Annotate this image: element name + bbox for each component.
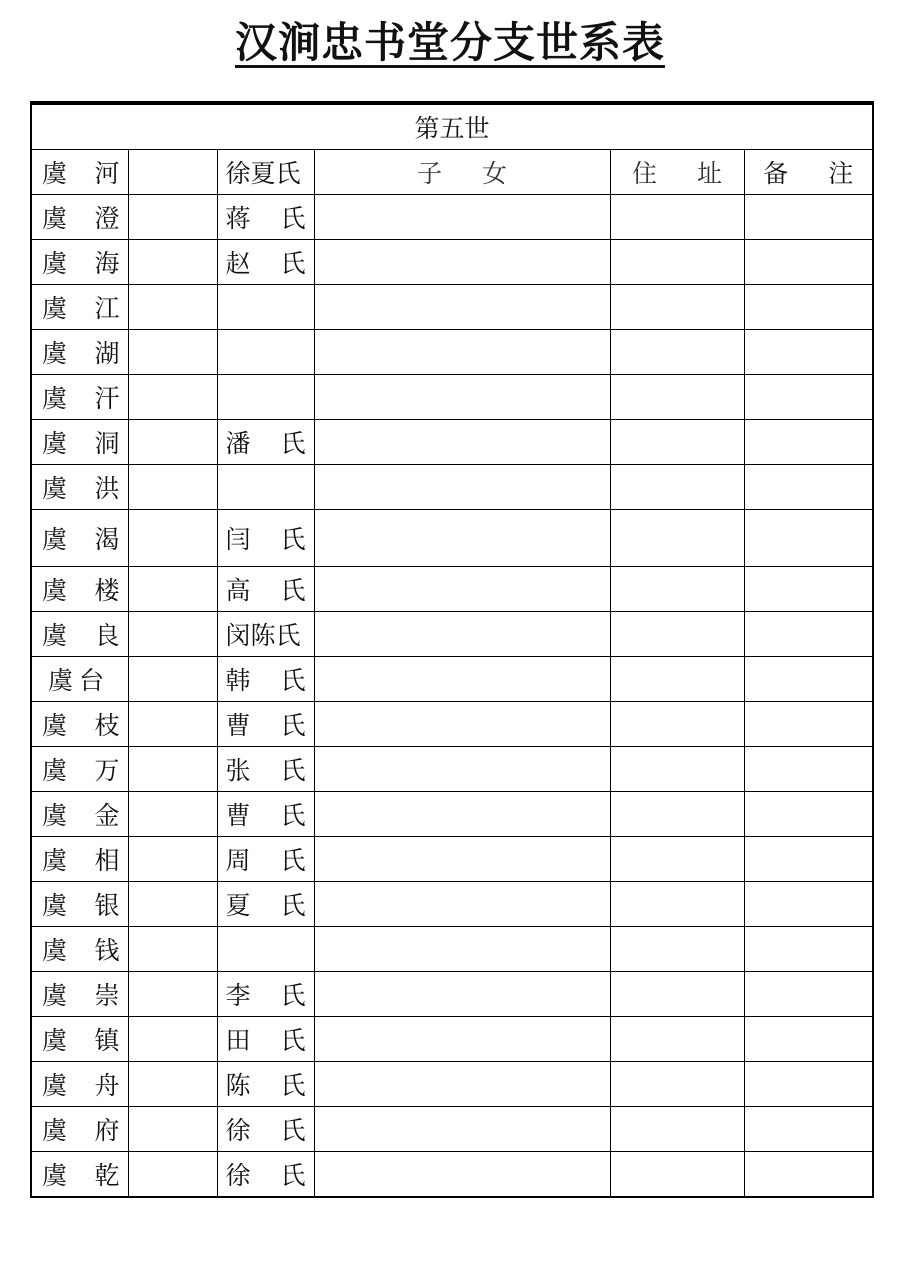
member-surname: 虞 bbox=[42, 525, 68, 554]
address-cell bbox=[610, 1017, 744, 1062]
member-name-cell bbox=[31, 1017, 128, 1062]
blank-cell bbox=[128, 1017, 217, 1062]
spouse-cell bbox=[217, 150, 314, 195]
spouse-cell bbox=[217, 330, 314, 375]
member-given-name: 河 bbox=[94, 159, 120, 188]
address-cell bbox=[610, 702, 744, 747]
member-given-name: 汗 bbox=[94, 384, 120, 413]
member-surname: 虞 bbox=[42, 429, 68, 458]
blank-cell bbox=[128, 375, 217, 420]
spouse-suffix: 氏 bbox=[280, 756, 306, 785]
blank-cell bbox=[128, 1062, 217, 1107]
spouse-surname: 李 bbox=[225, 981, 251, 1010]
table-row bbox=[31, 1017, 873, 1062]
address-cell bbox=[610, 972, 744, 1017]
spouse-suffix: 氏 bbox=[280, 666, 306, 695]
genealogy-table bbox=[30, 101, 874, 1198]
spouse-surname: 闫 bbox=[225, 525, 251, 554]
children-cell bbox=[314, 1107, 610, 1152]
table-row bbox=[31, 612, 873, 657]
blank-cell bbox=[128, 612, 217, 657]
member-given-name: 洞 bbox=[94, 429, 120, 458]
notes-cell bbox=[744, 792, 873, 837]
spouse-surname: 夏 bbox=[225, 891, 251, 920]
children-cell bbox=[314, 837, 610, 882]
member-given-name: 金 bbox=[94, 801, 120, 830]
member-surname: 虞 bbox=[42, 474, 68, 503]
member-name-cell bbox=[31, 927, 128, 972]
spouse-cell bbox=[217, 510, 314, 567]
spouse-suffix: 氏 bbox=[280, 981, 306, 1010]
spouse-suffix: 氏 bbox=[280, 1116, 306, 1145]
member-given-name: 楼 bbox=[94, 576, 120, 605]
member-name-cell bbox=[31, 1062, 128, 1107]
blank-cell bbox=[128, 1107, 217, 1152]
blank-cell bbox=[128, 330, 217, 375]
spouse-name: 闵陈氏 bbox=[225, 621, 301, 650]
children-cell bbox=[314, 420, 610, 465]
spouse-cell bbox=[217, 702, 314, 747]
address-cell bbox=[610, 285, 744, 330]
spouse-suffix: 氏 bbox=[280, 525, 306, 554]
spouse-surname: 潘 bbox=[225, 429, 251, 458]
children-cell bbox=[314, 927, 610, 972]
member-surname: 虞 bbox=[42, 1026, 68, 1055]
children-cell bbox=[314, 792, 610, 837]
header-address: 住 址 bbox=[610, 150, 744, 195]
blank-cell bbox=[128, 465, 217, 510]
table-row bbox=[31, 792, 873, 837]
address-cell bbox=[610, 837, 744, 882]
notes-cell bbox=[744, 882, 873, 927]
member-given-name: 湖 bbox=[94, 339, 120, 368]
children-cell bbox=[314, 285, 610, 330]
table-row bbox=[31, 567, 873, 612]
spouse-cell bbox=[217, 747, 314, 792]
member-surname: 虞 bbox=[42, 159, 68, 188]
spouse-suffix: 氏 bbox=[280, 846, 306, 875]
spouse-cell bbox=[217, 240, 314, 285]
table-row bbox=[31, 837, 873, 882]
blank-cell bbox=[128, 882, 217, 927]
blank-cell bbox=[128, 657, 217, 702]
spouse-surname: 韩 bbox=[225, 666, 251, 695]
blank-cell bbox=[128, 150, 217, 195]
notes-cell bbox=[744, 240, 873, 285]
member-name-cell bbox=[31, 1107, 128, 1152]
blank-cell bbox=[128, 420, 217, 465]
table-row bbox=[31, 375, 873, 420]
member-surname: 虞 bbox=[42, 801, 68, 830]
address-cell bbox=[610, 420, 744, 465]
member-given-name: 银 bbox=[94, 891, 120, 920]
children-cell bbox=[314, 1062, 610, 1107]
spouse-surname: 周 bbox=[225, 846, 251, 875]
member-surname: 虞 bbox=[42, 621, 68, 650]
children-cell bbox=[314, 882, 610, 927]
children-cell bbox=[314, 195, 610, 240]
member-given-name: 澄 bbox=[94, 204, 120, 233]
spouse-cell bbox=[217, 420, 314, 465]
table-row bbox=[31, 657, 873, 702]
address-cell bbox=[610, 195, 744, 240]
blank-cell bbox=[128, 972, 217, 1017]
blank-cell bbox=[128, 747, 217, 792]
notes-cell bbox=[744, 195, 873, 240]
notes-cell bbox=[744, 837, 873, 882]
notes-cell bbox=[744, 972, 873, 1017]
spouse-cell bbox=[217, 792, 314, 837]
table-row bbox=[31, 465, 873, 510]
spouse-suffix: 氏 bbox=[280, 249, 306, 278]
spouse-surname: 张 bbox=[225, 756, 251, 785]
notes-cell bbox=[744, 1152, 873, 1198]
spouse-cell bbox=[217, 657, 314, 702]
address-cell bbox=[610, 567, 744, 612]
member-name-cell bbox=[31, 702, 128, 747]
member-surname: 虞 bbox=[48, 666, 74, 695]
member-given-name: 海 bbox=[94, 249, 120, 278]
member-name-cell bbox=[31, 1152, 128, 1198]
table-row bbox=[31, 510, 873, 567]
notes-cell bbox=[744, 612, 873, 657]
member-name-cell bbox=[31, 972, 128, 1017]
member-given-name: 崇 bbox=[94, 981, 120, 1010]
spouse-cell bbox=[217, 1152, 314, 1198]
blank-cell bbox=[128, 837, 217, 882]
children-cell bbox=[314, 702, 610, 747]
member-surname: 虞 bbox=[42, 384, 68, 413]
member-given-name: 洪 bbox=[94, 474, 120, 503]
member-given-name: 相 bbox=[94, 846, 120, 875]
spouse-surname: 赵 bbox=[225, 249, 251, 278]
member-surname: 虞 bbox=[42, 294, 68, 323]
notes-cell bbox=[744, 567, 873, 612]
table-row bbox=[31, 240, 873, 285]
notes-cell bbox=[744, 375, 873, 420]
member-surname: 虞 bbox=[42, 204, 68, 233]
spouse-cell bbox=[217, 567, 314, 612]
member-surname: 虞 bbox=[42, 756, 68, 785]
spouse-cell bbox=[217, 285, 314, 330]
spouse-suffix: 氏 bbox=[280, 1071, 306, 1100]
spouse-suffix: 氏 bbox=[280, 801, 306, 830]
member-name-cell bbox=[31, 567, 128, 612]
member-given-name: 枝 bbox=[94, 711, 120, 740]
spouse-surname: 曹 bbox=[225, 801, 251, 830]
address-cell bbox=[610, 1107, 744, 1152]
spouse-suffix: 氏 bbox=[280, 204, 306, 233]
spouse-surname: 陈 bbox=[225, 1071, 251, 1100]
address-cell bbox=[610, 240, 744, 285]
notes-cell bbox=[744, 285, 873, 330]
member-surname: 虞 bbox=[42, 1161, 68, 1190]
children-cell bbox=[314, 612, 610, 657]
spouse-suffix: 氏 bbox=[280, 1161, 306, 1190]
address-cell bbox=[610, 375, 744, 420]
table-row bbox=[31, 747, 873, 792]
member-surname: 虞 bbox=[42, 1071, 68, 1100]
notes-cell bbox=[744, 1107, 873, 1152]
page-title: 汉涧忠书堂分支世系表 bbox=[234, 18, 665, 67]
notes-cell bbox=[744, 657, 873, 702]
member-given-name: 镇 bbox=[94, 1026, 120, 1055]
member-surname: 虞 bbox=[42, 711, 68, 740]
member-name-cell bbox=[31, 747, 128, 792]
blank-cell bbox=[128, 567, 217, 612]
spouse-cell bbox=[217, 612, 314, 657]
children-cell bbox=[314, 567, 610, 612]
children-cell bbox=[314, 375, 610, 420]
address-cell bbox=[610, 792, 744, 837]
header-children: 子 女 bbox=[314, 150, 610, 195]
spouse-cell bbox=[217, 195, 314, 240]
member-given-name: 江 bbox=[94, 294, 120, 323]
address-cell bbox=[610, 510, 744, 567]
member-surname: 虞 bbox=[42, 576, 68, 605]
spouse-cell bbox=[217, 837, 314, 882]
address-cell bbox=[610, 612, 744, 657]
spouse-suffix: 氏 bbox=[280, 576, 306, 605]
children-cell bbox=[314, 465, 610, 510]
address-cell bbox=[610, 927, 744, 972]
spouse-cell bbox=[217, 375, 314, 420]
spouse-cell bbox=[217, 972, 314, 1017]
member-name-cell bbox=[31, 420, 128, 465]
table-row bbox=[31, 1152, 873, 1198]
member-name-cell bbox=[31, 612, 128, 657]
spouse-surname: 曹 bbox=[225, 711, 251, 740]
member-name-cell bbox=[31, 285, 128, 330]
member-name-cell bbox=[31, 240, 128, 285]
address-cell bbox=[610, 882, 744, 927]
member-surname: 虞 bbox=[42, 339, 68, 368]
notes-cell bbox=[744, 927, 873, 972]
member-given-name: 良 bbox=[94, 621, 120, 650]
member-name-cell bbox=[31, 657, 128, 702]
children-cell bbox=[314, 240, 610, 285]
spouse-cell bbox=[217, 1062, 314, 1107]
table-row bbox=[31, 702, 873, 747]
member-given-name: 乾 bbox=[94, 1161, 120, 1190]
table-row bbox=[31, 1107, 873, 1152]
notes-cell bbox=[744, 330, 873, 375]
children-cell bbox=[314, 1017, 610, 1062]
children-cell bbox=[314, 1152, 610, 1198]
spouse-suffix: 氏 bbox=[280, 711, 306, 740]
notes-cell bbox=[744, 420, 873, 465]
member-given-name: 万 bbox=[94, 756, 120, 785]
spouse-surname: 田 bbox=[225, 1026, 251, 1055]
member-given-name: 府 bbox=[94, 1116, 120, 1145]
notes-cell bbox=[744, 510, 873, 567]
children-cell bbox=[314, 657, 610, 702]
spouse-cell bbox=[217, 1017, 314, 1062]
children-cell bbox=[314, 747, 610, 792]
children-cell bbox=[314, 972, 610, 1017]
spouse-cell bbox=[217, 465, 314, 510]
member-name-cell bbox=[31, 375, 128, 420]
blank-cell bbox=[128, 195, 217, 240]
member-given-name: 台 bbox=[79, 666, 105, 695]
member-name-cell bbox=[31, 150, 128, 195]
table-row bbox=[31, 150, 873, 195]
spouse-cell bbox=[217, 927, 314, 972]
address-cell bbox=[610, 330, 744, 375]
notes-cell bbox=[744, 747, 873, 792]
member-surname: 虞 bbox=[42, 1116, 68, 1145]
member-name-cell bbox=[31, 792, 128, 837]
spouse-surname: 徐 bbox=[225, 1161, 251, 1190]
spouse-suffix: 氏 bbox=[280, 429, 306, 458]
blank-cell bbox=[128, 792, 217, 837]
spouse-cell bbox=[217, 882, 314, 927]
blank-cell bbox=[128, 927, 217, 972]
table-row bbox=[31, 285, 873, 330]
spouse-surname: 高 bbox=[225, 576, 251, 605]
member-name-cell bbox=[31, 882, 128, 927]
member-given-name: 钱 bbox=[94, 936, 120, 965]
table-row bbox=[31, 195, 873, 240]
spouse-surname: 徐 bbox=[225, 1116, 251, 1145]
member-surname: 虞 bbox=[42, 846, 68, 875]
table-row bbox=[31, 972, 873, 1017]
notes-cell bbox=[744, 1062, 873, 1107]
member-surname: 虞 bbox=[42, 249, 68, 278]
spouse-surname: 蒋 bbox=[225, 204, 251, 233]
spouse-cell bbox=[217, 1107, 314, 1152]
address-cell bbox=[610, 1062, 744, 1107]
table-row bbox=[31, 420, 873, 465]
member-surname: 虞 bbox=[42, 891, 68, 920]
member-name-cell bbox=[31, 330, 128, 375]
table-row bbox=[31, 1062, 873, 1107]
member-given-name: 渴 bbox=[94, 525, 120, 554]
notes-cell bbox=[744, 702, 873, 747]
children-cell bbox=[314, 510, 610, 567]
notes-cell bbox=[744, 465, 873, 510]
blank-cell bbox=[128, 510, 217, 567]
member-surname: 虞 bbox=[42, 981, 68, 1010]
member-name-cell bbox=[31, 837, 128, 882]
blank-cell bbox=[128, 702, 217, 747]
address-cell bbox=[610, 465, 744, 510]
address-cell bbox=[610, 747, 744, 792]
notes-cell bbox=[744, 1017, 873, 1062]
generation-row bbox=[31, 103, 873, 150]
member-surname: 虞 bbox=[42, 936, 68, 965]
spouse-suffix: 氏 bbox=[280, 891, 306, 920]
header-notes: 备 注 bbox=[744, 150, 873, 195]
table-row bbox=[31, 882, 873, 927]
blank-cell bbox=[128, 240, 217, 285]
member-given-name: 舟 bbox=[94, 1071, 120, 1100]
address-cell bbox=[610, 657, 744, 702]
blank-cell bbox=[128, 285, 217, 330]
member-name-cell bbox=[31, 195, 128, 240]
table-row bbox=[31, 330, 873, 375]
spouse-name: 徐夏氏 bbox=[225, 159, 301, 188]
table-row bbox=[31, 927, 873, 972]
generation-label: 第五世 bbox=[31, 103, 873, 150]
member-name-cell bbox=[31, 465, 128, 510]
spouse-suffix: 氏 bbox=[280, 1026, 306, 1055]
children-cell bbox=[314, 330, 610, 375]
blank-cell bbox=[128, 1152, 217, 1198]
member-name-cell bbox=[31, 510, 128, 567]
address-cell bbox=[610, 1152, 744, 1198]
